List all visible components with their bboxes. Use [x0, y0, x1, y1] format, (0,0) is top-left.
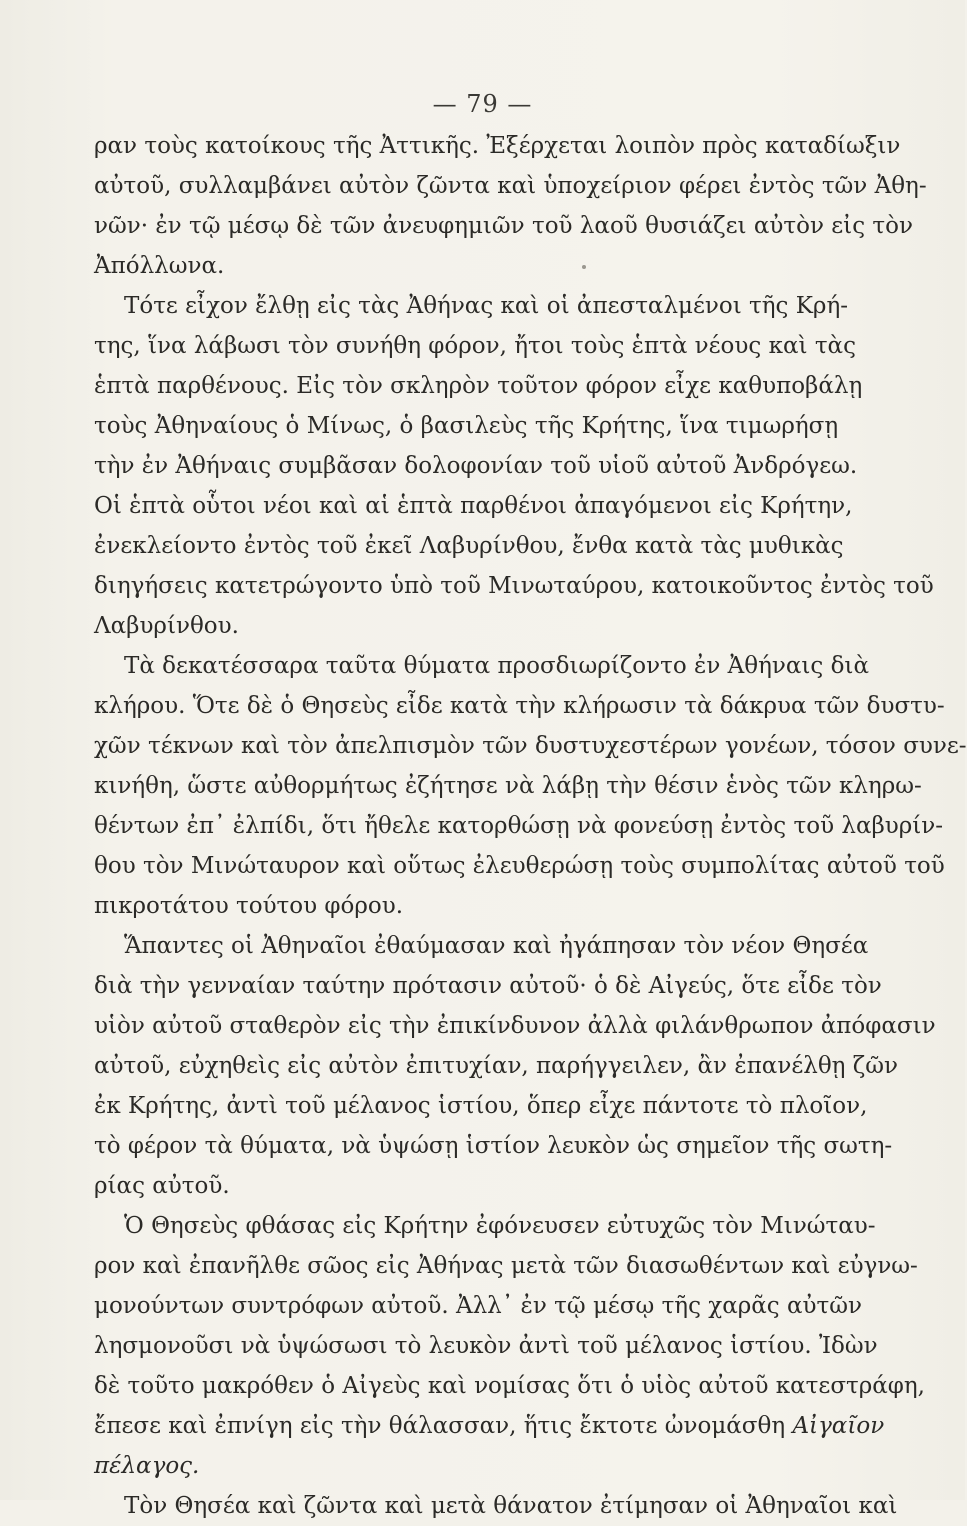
italic-term: πέλαγος. [94, 1453, 200, 1479]
text-line: υἱὸν αὐτοῦ σταθερὸν εἰς τὴν ἐπικίνδυνον ἀλλὰ φιλάνθρωπον ἀπόφασιν [94, 1013, 936, 1039]
text-line: πικροτάτου τούτου φόρου. [94, 893, 404, 919]
text-line: κινήθη, ὥστε αὐθορμήτως ἐζήτησε νὰ λάβῃ τὴν θέσιν ἑνὸς τῶν κληρω- [94, 773, 922, 799]
text-segment: ἔπεσε καὶ ἐπνίγη εἰς τὴν θάλασσαν, ἥτις ἔκτοτε ὠνομάσθη [94, 1413, 786, 1439]
text-line: ἐνεκλείοντο ἐντὸς τοῦ ἐκεῖ Λαβυρίνθου, ἔνθα κατὰ τὰς μυθικὰς [94, 533, 844, 559]
text-line [94, 1406, 885, 1446]
text-line: διηγήσεις κατετρώγοντο ὑπὸ τοῦ Μινωταύρου, κατοικοῦντος ἐντὸς τοῦ [94, 573, 934, 599]
text-line: Οἱ ἑπτὰ οὗτοι νέοι καὶ αἱ ἑπτὰ παρθένοι ἀπαγόμενοι εἰς Κρήτην, [94, 493, 853, 519]
text-line: αὐτοῦ, συλλαμβάνει αὐτὸν ζῶντα καὶ ὑποχείριον φέρει ἐντὸς τῶν Ἀθη- [94, 173, 927, 199]
text-line: Τὰ δεκατέσσαρα ταῦτα θύματα προσδιωρίζοντο ἐν Ἀθήναις διὰ [124, 653, 869, 679]
text-line: ἑπτὰ παρθένους. Εἰς τὸν σκληρὸν τοῦτον φόρον εἶχε καθυποβάλῃ [94, 373, 863, 399]
italic-term: Αἰγαῖον [792, 1413, 885, 1439]
text-line: λησμονοῦσι νὰ ὑψώσωσι τὸ λευκὸν ἀντὶ τοῦ μέλανος ἱστίου. Ἰδὼν [94, 1333, 878, 1359]
text-line: χῶν τέκνων καὶ τὸν ἀπελπισμὸν τῶν δυστυχεστέρων γονέων, τόσον συνε- [94, 733, 967, 759]
text-line: δὲ τοῦτο μακρόθεν ὁ Αἰγεὺς καὶ νομίσας ὅτι ὁ υἱὸς αὐτοῦ κατεστράφη, [94, 1373, 925, 1399]
text-line: τὸ φέρον τὰ θύματα, νὰ ὑψώσῃ ἱστίον λευκὸν ὡς σημεῖον τῆς σωτη- [94, 1133, 893, 1159]
text-line: ρίας αὐτοῦ. [94, 1173, 230, 1199]
text-line: Ἅπαντες οἱ Ἀθηναῖοι ἐθαύμασαν καὶ ἠγάπησαν τὸν νέον Θησέα [124, 933, 869, 959]
print-speck [582, 265, 586, 269]
text-line: τοὺς Ἀθηναίους ὁ Μίνως, ὁ βασιλεὺς τῆς Κρήτης, ἵνα τιμωρήσῃ [94, 413, 839, 439]
text-line: Λαβυρίνθου. [94, 613, 239, 639]
text-line: κλήρου. Ὅτε δὲ ὁ Θησεὺς εἶδε κατὰ τὴν κλήρωσιν τὰ δάκρυα τῶν δυστυ- [94, 693, 945, 719]
text-line: διὰ τὴν γενναίαν ταύτην πρότασιν αὐτοῦ· ὁ δὲ Αἰγεύς, ὅτε εἶδε τὸν [94, 973, 882, 999]
text-line: θου τὸν Μινώταυρον καὶ οὕτως ἐλευθερώσῃ τοὺς συμπολίτας αὐτοῦ τοῦ [94, 853, 945, 879]
text-line: ρον καὶ ἐπανῆλθε σῶος εἰς Ἀθήνας μετὰ τῶν διασωθέντων καὶ εὐγνω- [94, 1253, 918, 1279]
text-line: ραν τοὺς κατοίκους τῆς Ἀττικῆς. Ἐξέρχεται λοιπὸν πρὸς καταδίωξιν [94, 133, 901, 159]
text-line: νῶν· ἐν τῷ μέσῳ δὲ τῶν ἀνευφημιῶν τοῦ λαοῦ θυσιάζει αὐτὸν εἰς τὸν [94, 213, 913, 239]
text-line: αὐτοῦ, εὐχηθεὶς εἰς αὐτὸν ἐπιτυχίαν, παρήγγειλεν, ἂν ἐπανέλθῃ ζῶν [94, 1053, 898, 1079]
text-line [94, 1446, 828, 1486]
page-number: — 79 — [432, 90, 533, 118]
text-line: Τότε εἶχον ἔλθῃ εἰς τὰς Ἀθήνας καὶ οἱ ἀπεσταλμένοι τῆς Κρή- [124, 293, 849, 319]
text-line: της, ἵνα λάβωσι τὸν συνήθη φόρον, ἤτοι τοὺς ἑπτὰ νέους καὶ τὰς [94, 333, 856, 359]
text-line: Ὁ Θησεὺς φθάσας εἰς Κρήτην ἐφόνευσεν εὐτυχῶς τὸν Μινώταυ- [124, 1213, 876, 1239]
text-line: Τὸν Θησέα καὶ ζῶντα καὶ μετὰ θάνατον ἐτίμησαν οἱ Ἀθηναῖοι καὶ [124, 1493, 898, 1519]
text-line: τὴν ἐν Ἀθήναις συμβᾶσαν δολοφονίαν τοῦ υἱοῦ αὐτοῦ Ἀνδρόγεω. [94, 453, 858, 479]
text-line: μονούντων συντρόφων αὐτοῦ. Ἀλλ᾽ ἐν τῷ μέσῳ τῆς χαρᾶς αὐτῶν [94, 1293, 862, 1319]
text-line: θέντων ἐπ᾽ ἐλπίδι, ὅτι ἤθελε κατορθώσῃ νὰ φονεύσῃ ἐντὸς τοῦ λαβυρίν- [94, 813, 944, 839]
text-line: Ἀπόλλωνα. [94, 253, 225, 279]
text-line: ἐκ Κρήτης, ἀντὶ τοῦ μέλανος ἱστίου, ὅπερ εἶχε πάντοτε τὸ πλοῖον, [94, 1093, 868, 1119]
